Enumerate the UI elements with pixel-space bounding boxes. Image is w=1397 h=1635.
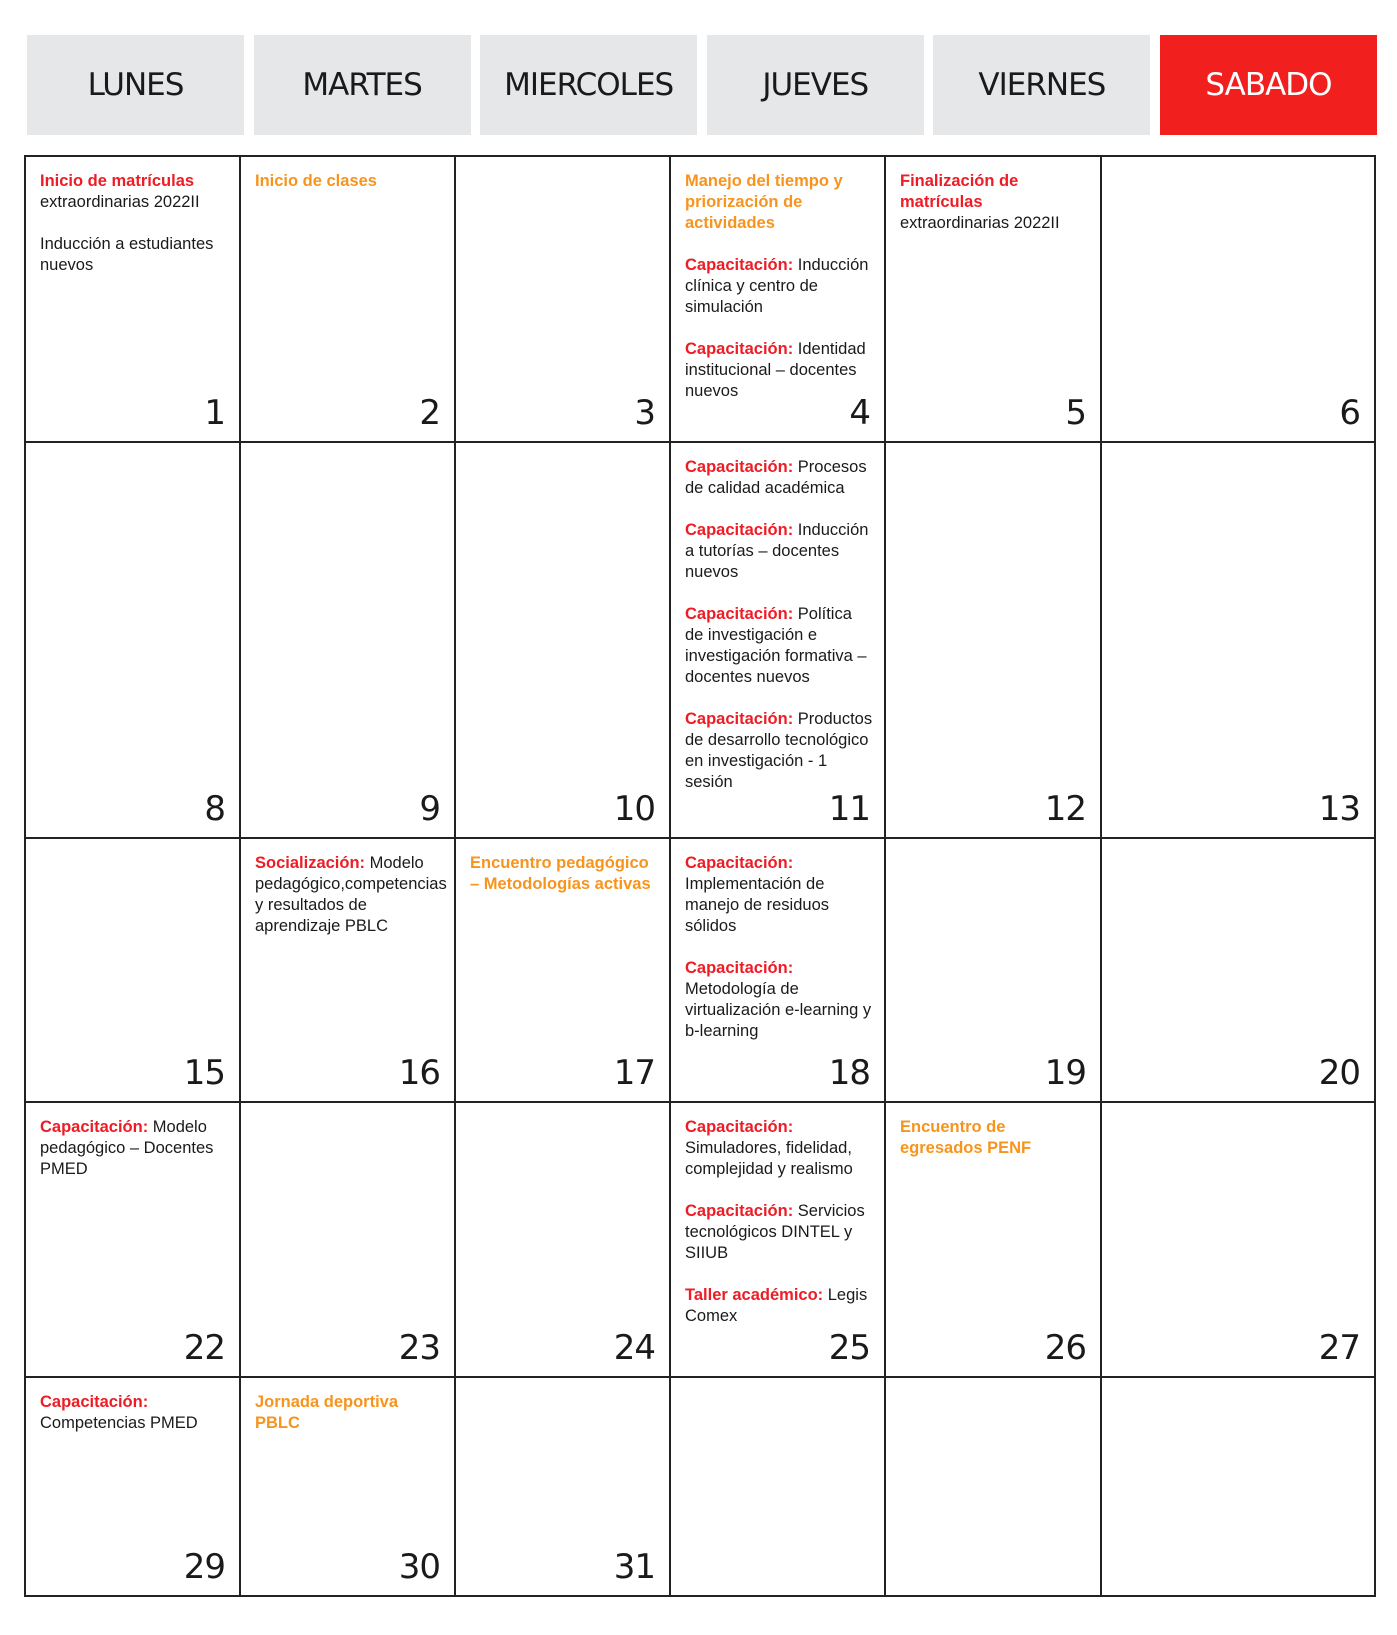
day-number: 9 — [419, 789, 440, 829]
calendar-event — [900, 1117, 1090, 1159]
calendar-event — [40, 234, 229, 276]
day-number: 6 — [1339, 393, 1360, 433]
day-events — [685, 853, 874, 1063]
day-number: 29 — [183, 1547, 225, 1587]
calendar-day-cell[interactable] — [1102, 839, 1374, 1101]
calendar-day-cell[interactable] — [671, 443, 886, 837]
calendar-day-cell[interactable] — [671, 1103, 886, 1376]
event-text: Identidad institucional – docentes nuevos — [685, 340, 866, 400]
event-text: Competencias PMED — [40, 1414, 198, 1432]
event-label: Capacitación: — [685, 521, 794, 539]
calendar-week-row — [26, 157, 1374, 443]
event-label: Capacitación: — [685, 1202, 794, 1220]
weekday-header-monday: LUNES — [27, 35, 244, 135]
calendar-event — [685, 457, 874, 499]
day-number: 12 — [1044, 789, 1086, 829]
day-number: 23 — [398, 1328, 440, 1368]
day-events — [685, 1117, 874, 1348]
day-number: 8 — [204, 789, 225, 829]
event-text: Modelo pedagógico,competencias y resultados de aprendizaje PBLC — [255, 854, 447, 935]
day-events — [255, 1392, 444, 1455]
day-number: 31 — [613, 1547, 655, 1587]
event-label: Inicio de matrículas — [40, 172, 195, 190]
day-events — [900, 171, 1090, 255]
event-label: Capacitación: — [685, 854, 794, 872]
event-label: Capacitación: — [40, 1118, 149, 1136]
day-events — [40, 171, 229, 297]
calendar-week-row — [26, 1378, 1374, 1595]
calendar-event — [255, 1392, 444, 1434]
day-events — [40, 1392, 229, 1455]
calendar-event — [900, 171, 1090, 234]
event-text: Inducción clínica y centro de simulación — [685, 256, 869, 316]
day-number: 5 — [1065, 393, 1086, 433]
calendar-day-cell[interactable] — [886, 443, 1102, 837]
event-label: Inicio de clases — [255, 172, 377, 190]
day-number: 26 — [1044, 1328, 1086, 1368]
event-text: Procesos de calidad académica — [685, 458, 867, 497]
calendar-event — [40, 171, 229, 213]
event-text: extraordinarias 2022II — [40, 193, 200, 211]
day-events — [685, 171, 874, 423]
event-text: Servicios tecnológicos DINTEL y SIIUB — [685, 1202, 865, 1262]
day-number: 11 — [828, 789, 870, 829]
calendar-day-cell[interactable] — [1102, 1103, 1374, 1376]
event-label: Capacitación: — [685, 710, 794, 728]
event-label: Encuentro de egresados PENF — [900, 1118, 1032, 1157]
day-number: 19 — [1044, 1053, 1086, 1093]
calendar-day-cell[interactable] — [26, 157, 241, 441]
calendar-day-cell[interactable] — [886, 1378, 1102, 1595]
calendar-day-cell[interactable] — [26, 1103, 241, 1376]
calendar-day-cell[interactable] — [456, 443, 671, 837]
calendar-event — [685, 520, 874, 583]
calendar-day-cell[interactable] — [886, 1103, 1102, 1376]
event-label: Finalización de matrículas — [900, 172, 1019, 211]
event-text: Metodología de virtualización e-learning y b-learning — [685, 980, 872, 1040]
calendar-event — [685, 853, 874, 937]
event-label: Socialización: — [255, 854, 366, 872]
calendar-day-cell[interactable] — [1102, 443, 1374, 837]
day-number: 22 — [183, 1328, 225, 1368]
calendar-event — [685, 339, 874, 402]
day-number: 1 — [204, 393, 225, 433]
calendar-event — [685, 255, 874, 318]
calendar-day-cell[interactable] — [26, 1378, 241, 1595]
event-label: Capacitación: — [40, 1393, 149, 1411]
calendar-day-cell[interactable] — [671, 157, 886, 441]
weekday-header-friday: VIERNES — [933, 35, 1150, 135]
day-events — [255, 853, 447, 958]
event-label: Capacitación: — [685, 605, 794, 623]
event-label: Capacitación: — [685, 959, 794, 977]
event-label: Capacitación: — [685, 256, 794, 274]
day-number: 3 — [634, 393, 655, 433]
calendar-event — [685, 1285, 874, 1327]
calendar-event — [255, 171, 444, 192]
calendar-event — [255, 853, 447, 937]
calendar-day-cell[interactable] — [241, 443, 456, 837]
event-text: Implementación de manejo de residuos sólidos — [685, 875, 830, 935]
day-events — [685, 457, 874, 814]
day-events — [900, 1117, 1090, 1180]
event-text: Legis Comex — [685, 1286, 868, 1325]
calendar-event — [685, 171, 874, 234]
event-text: Simuladores, fidelidad, complejidad y realismo — [685, 1139, 853, 1178]
weekday-header-thursday: JUEVES — [707, 35, 924, 135]
day-events — [40, 1117, 229, 1201]
day-number: 16 — [398, 1053, 440, 1093]
calendar-day-cell[interactable] — [241, 839, 456, 1101]
calendar-day-cell[interactable] — [671, 1378, 886, 1595]
weekday-header-saturday: SABADO — [1160, 35, 1377, 135]
day-number: 17 — [613, 1053, 655, 1093]
calendar-event — [685, 1117, 874, 1180]
event-label: Jornada deportiva PBLC — [255, 1393, 399, 1432]
calendar-event — [40, 1117, 229, 1180]
weekday-header-wednesday: MIERCOLES — [480, 35, 697, 135]
calendar-day-cell[interactable] — [1102, 1378, 1374, 1595]
calendar-day-cell[interactable] — [241, 1378, 456, 1595]
calendar-event — [685, 958, 874, 1042]
weekday-header-tuesday: MARTES — [254, 35, 471, 135]
calendar-day-cell[interactable] — [456, 1378, 671, 1595]
event-label: Capacitación: — [685, 340, 794, 358]
calendar-event — [685, 1201, 874, 1264]
calendar-day-cell[interactable] — [456, 1103, 671, 1376]
calendar-day-cell[interactable] — [886, 157, 1102, 441]
day-number: 24 — [613, 1328, 655, 1368]
calendar-event — [685, 709, 874, 793]
event-label: Encuentro pedagógico – Metodologías activas — [470, 854, 651, 893]
event-text: extraordinarias 2022II — [900, 214, 1060, 232]
event-text: Inducción a tutorías – docentes nuevos — [685, 521, 869, 581]
calendar-grid — [24, 155, 1376, 1597]
calendar-day-cell[interactable] — [886, 839, 1102, 1101]
day-number: 15 — [183, 1053, 225, 1093]
calendar-week-row — [26, 443, 1374, 839]
calendar-week-row — [26, 1103, 1374, 1378]
day-number: 27 — [1318, 1328, 1360, 1368]
day-number: 13 — [1318, 789, 1360, 829]
calendar-day-cell[interactable] — [1102, 157, 1374, 441]
calendar-event — [40, 1392, 229, 1434]
day-events — [470, 853, 659, 916]
calendar-day-cell[interactable] — [456, 157, 671, 441]
day-number: 30 — [398, 1547, 440, 1587]
weekday-header-row — [27, 35, 1377, 135]
calendar-day-cell[interactable] — [671, 839, 886, 1101]
calendar-day-cell[interactable] — [26, 839, 241, 1101]
calendar-event — [685, 604, 874, 688]
event-text: Modelo pedagógico – Docentes PMED — [40, 1118, 214, 1178]
calendar-day-cell[interactable] — [241, 1103, 456, 1376]
event-label: Capacitación: — [685, 458, 794, 476]
day-number: 10 — [613, 789, 655, 829]
event-label: Manejo del tiempo y priorización de actividades — [685, 172, 843, 232]
calendar-day-cell[interactable] — [456, 839, 671, 1101]
calendar-week-row — [26, 839, 1374, 1103]
day-number: 18 — [828, 1053, 870, 1093]
event-label: Taller académico: — [685, 1286, 824, 1304]
event-text: Política de investigación e investigación formativa – docentes nuevos — [685, 605, 867, 686]
event-text: Inducción a estudiantes nuevos — [40, 235, 214, 274]
day-number: 25 — [828, 1328, 870, 1368]
event-label: Capacitación: — [685, 1118, 794, 1136]
day-number: 2 — [419, 393, 440, 433]
day-number: 20 — [1318, 1053, 1360, 1093]
calendar-day-cell[interactable] — [26, 443, 241, 837]
day-number: 4 — [849, 393, 870, 433]
calendar-day-cell[interactable] — [241, 157, 456, 441]
calendar-event — [470, 853, 659, 895]
event-text: Productos de desarrollo tecnológico en investigación - 1 sesión — [685, 710, 873, 791]
day-events — [255, 171, 444, 213]
